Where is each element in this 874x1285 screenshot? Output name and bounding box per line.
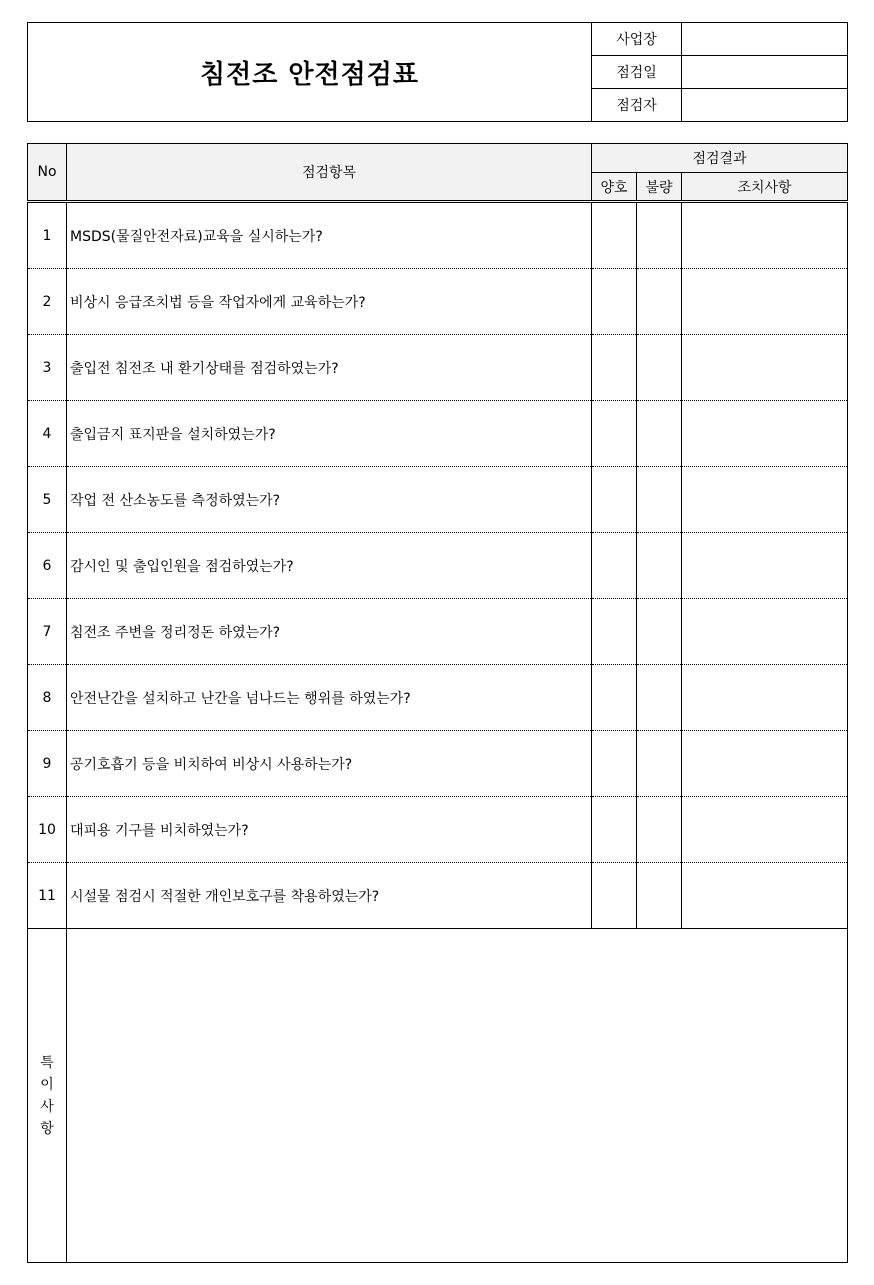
action-cell[interactable] (682, 665, 848, 731)
inspector-field[interactable] (682, 89, 848, 122)
col-header-item: 점검항목 (67, 144, 592, 202)
table-row (28, 731, 848, 797)
table-row (28, 599, 848, 665)
table-row (28, 202, 848, 269)
table-row (28, 335, 848, 401)
table-row (28, 467, 848, 533)
check-item: 작업 전 산소농도를 측정하였는가? (67, 467, 592, 533)
good-cell[interactable] (592, 533, 637, 599)
remarks-label-char: 항 (40, 1120, 54, 1137)
bad-cell[interactable] (637, 797, 682, 863)
check-item: 출입전 침전조 내 환기상태를 점검하였는가? (67, 335, 592, 401)
col-header-bad: 불량 (637, 173, 682, 202)
check-item: 출입금지 표지판을 설치하였는가? (67, 401, 592, 467)
good-cell[interactable] (592, 797, 637, 863)
good-cell[interactable] (592, 202, 637, 269)
action-cell[interactable] (682, 797, 848, 863)
row-number: 7 (28, 599, 67, 665)
action-cell[interactable] (682, 269, 848, 335)
bad-cell[interactable] (637, 202, 682, 269)
good-cell[interactable] (592, 863, 637, 929)
bad-cell[interactable] (637, 863, 682, 929)
check-item: 대피용 기구를 비치하였는가? (67, 797, 592, 863)
table-row (28, 863, 848, 929)
row-number: 3 (28, 335, 67, 401)
check-item: 공기호흡기 등을 비치하여 비상시 사용하는가? (67, 731, 592, 797)
col-header-good: 양호 (592, 173, 637, 202)
action-cell[interactable] (682, 533, 848, 599)
check-item: 침전조 주변을 정리정돈 하였는가? (67, 599, 592, 665)
row-number: 4 (28, 401, 67, 467)
row-number: 2 (28, 269, 67, 335)
row-number: 6 (28, 533, 67, 599)
remarks-row (28, 929, 848, 1263)
good-cell[interactable] (592, 269, 637, 335)
bad-cell[interactable] (637, 533, 682, 599)
check-item: 비상시 응급조치법 등을 작업자에게 교육하는가? (67, 269, 592, 335)
row-number: 11 (28, 863, 67, 929)
remarks-label-char: 사 (40, 1098, 54, 1115)
col-header-action: 조치사항 (682, 173, 848, 202)
table-row (28, 533, 848, 599)
action-cell[interactable] (682, 731, 848, 797)
good-cell[interactable] (592, 401, 637, 467)
header-table (27, 22, 848, 122)
action-cell[interactable] (682, 401, 848, 467)
row-number: 1 (28, 202, 67, 269)
bad-cell[interactable] (637, 401, 682, 467)
bad-cell[interactable] (637, 599, 682, 665)
bad-cell[interactable] (637, 269, 682, 335)
good-cell[interactable] (592, 731, 637, 797)
site-field[interactable] (682, 23, 848, 56)
table-row (28, 401, 848, 467)
row-number: 8 (28, 665, 67, 731)
action-cell[interactable] (682, 202, 848, 269)
remarks-label-char: 특 (40, 1054, 54, 1071)
action-cell[interactable] (682, 467, 848, 533)
table-row (28, 269, 848, 335)
check-item: 안전난간을 설치하고 난간을 넘나드는 행위를 하였는가? (67, 665, 592, 731)
check-item: MSDS(물질안전자료)교육을 실시하는가? (67, 202, 592, 269)
site-label: 사업장 (592, 23, 682, 56)
remarks-field[interactable] (67, 929, 848, 1263)
row-number: 9 (28, 731, 67, 797)
good-cell[interactable] (592, 599, 637, 665)
page-title: 침전조 안전점검표 (28, 23, 592, 122)
table-row (28, 797, 848, 863)
row-number: 10 (28, 797, 67, 863)
good-cell[interactable] (592, 335, 637, 401)
bad-cell[interactable] (637, 335, 682, 401)
row-number: 5 (28, 467, 67, 533)
action-cell[interactable] (682, 335, 848, 401)
check-item: 감시인 및 출입인원을 점검하였는가? (67, 533, 592, 599)
col-header-no: No (28, 144, 67, 202)
bad-cell[interactable] (637, 665, 682, 731)
bad-cell[interactable] (637, 731, 682, 797)
checklist-table (27, 143, 848, 1263)
remarks-label-char: 이 (40, 1076, 54, 1093)
col-header-result-group: 점검결과 (592, 144, 848, 173)
good-cell[interactable] (592, 665, 637, 731)
inspection-date-label: 점검일 (592, 56, 682, 89)
bad-cell[interactable] (637, 467, 682, 533)
table-row (28, 665, 848, 731)
remarks-label (28, 929, 67, 1263)
good-cell[interactable] (592, 467, 637, 533)
action-cell[interactable] (682, 863, 848, 929)
check-item: 시설물 점검시 적절한 개인보호구를 착용하였는가? (67, 863, 592, 929)
action-cell[interactable] (682, 599, 848, 665)
inspector-label: 점검자 (592, 89, 682, 122)
inspection-date-field[interactable] (682, 56, 848, 89)
